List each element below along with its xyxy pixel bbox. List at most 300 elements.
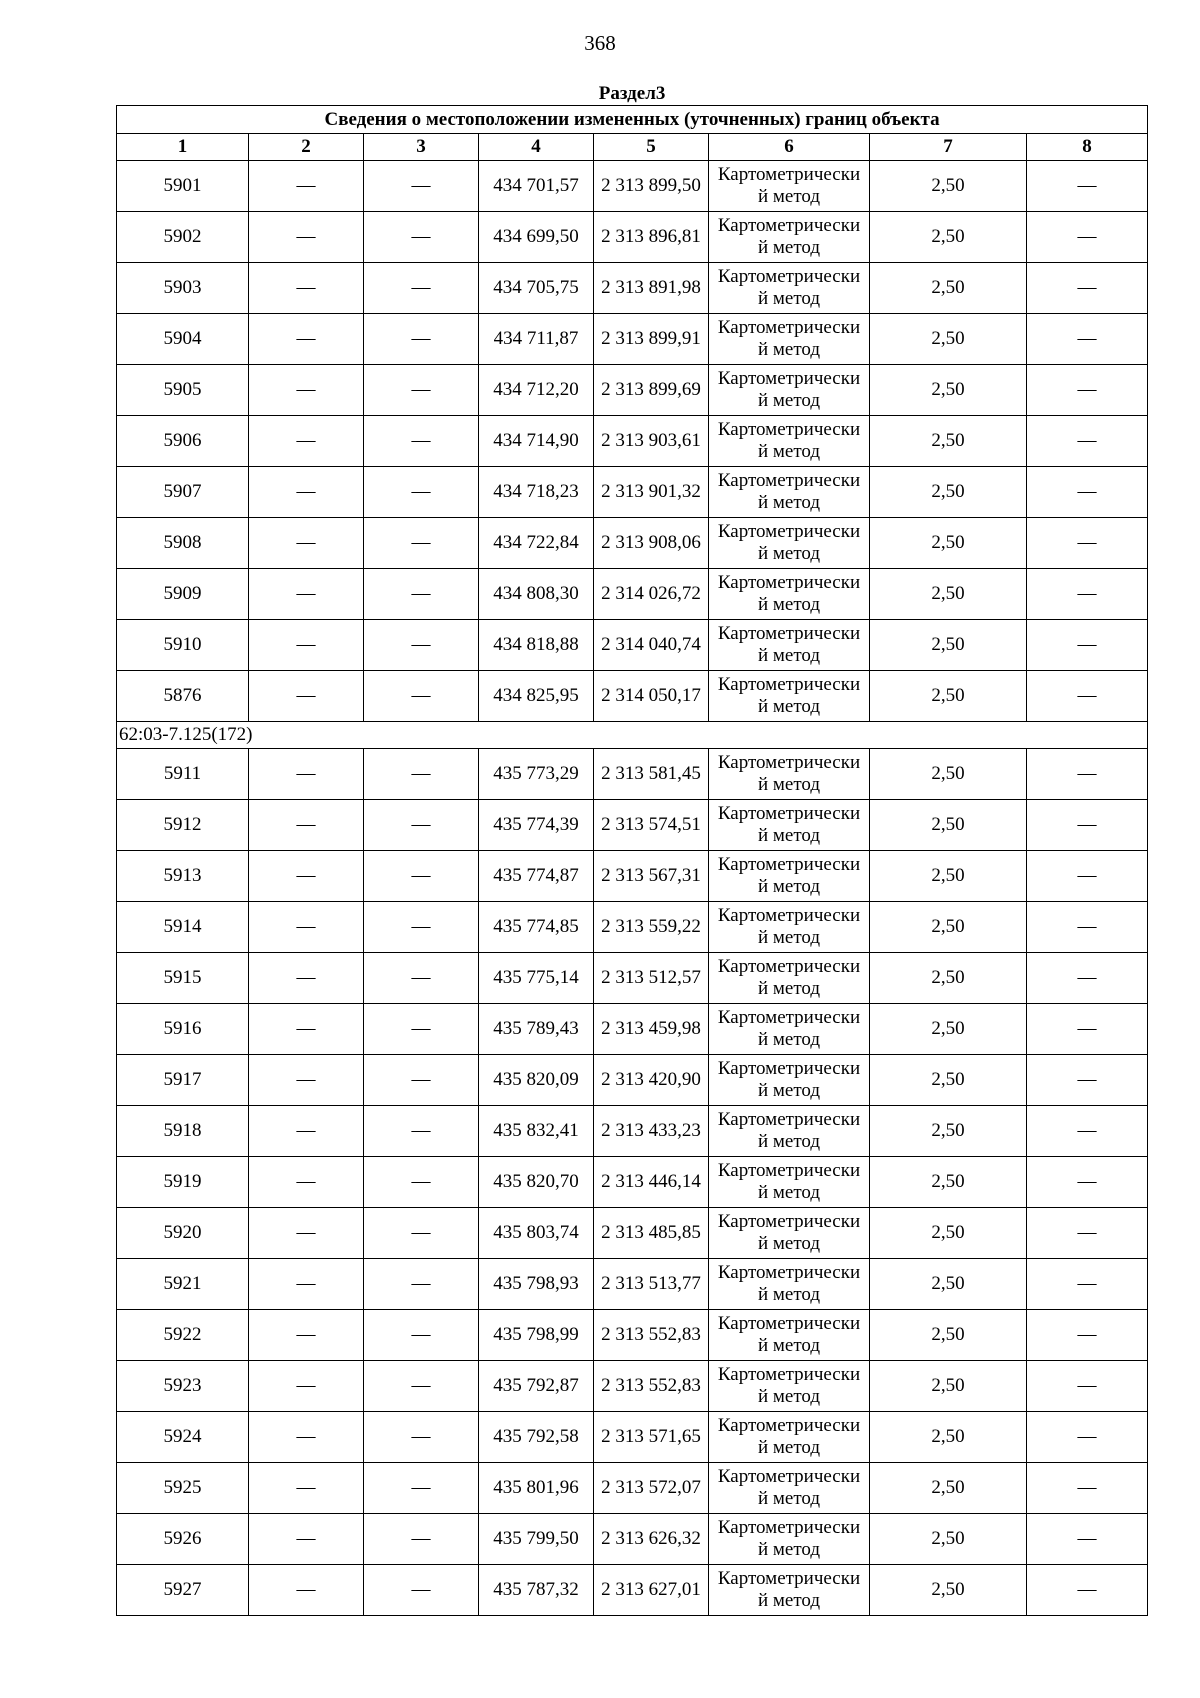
coordinate-y: 2 313 627,01 [594, 1565, 709, 1616]
method-text-line2: й метод [757, 1386, 821, 1407]
method-text-line2: й метод [757, 825, 821, 846]
method-text-line1: Картометрически [717, 1160, 861, 1181]
method-text-line2: й метод [757, 594, 821, 615]
method-text-line1: Картометрически [717, 854, 861, 875]
point-number: 5922 [117, 1310, 249, 1361]
empty-cell: — [1027, 365, 1148, 416]
table-row [117, 416, 1148, 467]
empty-cell: — [1027, 518, 1148, 569]
method-cell [709, 1157, 870, 1208]
method-text-line1: Картометрически [717, 623, 861, 644]
method-cell [709, 314, 870, 365]
precision-value: 2,50 [870, 1412, 1027, 1463]
method-cell [709, 1106, 870, 1157]
table-caption-row [117, 106, 1148, 134]
coordinate-y: 2 314 026,72 [594, 569, 709, 620]
empty-cell: — [1027, 620, 1148, 671]
empty-cell: — [249, 1412, 364, 1463]
empty-cell: — [364, 1106, 479, 1157]
point-number: 5926 [117, 1514, 249, 1565]
empty-cell: — [249, 851, 364, 902]
empty-cell: — [1027, 749, 1148, 800]
precision-value: 2,50 [870, 749, 1027, 800]
point-number: 5915 [117, 953, 249, 1004]
method-text-line2: й метод [757, 927, 821, 948]
column-number: 2 [249, 134, 364, 161]
method-text-line1: Картометрически [717, 905, 861, 926]
coordinate-y: 2 313 581,45 [594, 749, 709, 800]
precision-value: 2,50 [870, 1208, 1027, 1259]
method-text-line1: Картометрически [717, 215, 861, 236]
method-cell [709, 1361, 870, 1412]
method-text-line1: Картометрически [717, 1211, 861, 1232]
empty-cell: — [249, 1310, 364, 1361]
section-title: Раздел3 [598, 83, 666, 104]
empty-cell: — [364, 1412, 479, 1463]
empty-cell: — [1027, 314, 1148, 365]
method-cell [709, 569, 870, 620]
method-cell [709, 953, 870, 1004]
coordinate-x: 434 808,30 [479, 569, 594, 620]
table-row [117, 1004, 1148, 1055]
method-text-line1: Картометрически [717, 752, 861, 773]
coordinate-x: 435 799,50 [479, 1514, 594, 1565]
method-cell [709, 212, 870, 263]
coordinate-y: 2 313 572,07 [594, 1463, 709, 1514]
group-label-row [117, 722, 1148, 749]
method-cell [709, 1055, 870, 1106]
empty-cell: — [364, 263, 479, 314]
method-text-line2: й метод [757, 1029, 821, 1050]
precision-value: 2,50 [870, 161, 1027, 212]
empty-cell: — [249, 518, 364, 569]
empty-cell: — [249, 263, 364, 314]
coordinate-y: 2 313 903,61 [594, 416, 709, 467]
table-row [117, 365, 1148, 416]
empty-cell: — [1027, 1004, 1148, 1055]
table-row [117, 161, 1148, 212]
method-text-line1: Картометрически [717, 368, 861, 389]
coordinate-y: 2 313 559,22 [594, 902, 709, 953]
coordinate-y: 2 313 446,14 [594, 1157, 709, 1208]
table-row [117, 1412, 1148, 1463]
method-text-line2: й метод [757, 1233, 821, 1254]
empty-cell: — [249, 1565, 364, 1616]
point-number: 5916 [117, 1004, 249, 1055]
method-text-line2: й метод [757, 978, 821, 999]
method-text-line1: Картометрически [717, 419, 861, 440]
coordinate-y: 2 313 899,69 [594, 365, 709, 416]
point-number: 5919 [117, 1157, 249, 1208]
point-number: 5923 [117, 1361, 249, 1412]
method-text-line1: Картометрически [717, 1262, 861, 1283]
table-row [117, 314, 1148, 365]
method-text-line1: Картометрически [717, 956, 861, 977]
method-text-line1: Картометрически [717, 572, 861, 593]
page-number: 368 [584, 31, 616, 55]
coordinate-y: 2 313 908,06 [594, 518, 709, 569]
table-row [117, 671, 1148, 722]
precision-value: 2,50 [870, 1514, 1027, 1565]
precision-value: 2,50 [870, 263, 1027, 314]
method-text-line2: й метод [757, 1488, 821, 1509]
precision-value: 2,50 [870, 1463, 1027, 1514]
empty-cell: — [249, 620, 364, 671]
point-number: 5904 [117, 314, 249, 365]
precision-value: 2,50 [870, 1106, 1027, 1157]
precision-value: 2,50 [870, 1157, 1027, 1208]
empty-cell: — [1027, 161, 1148, 212]
method-text-line2: й метод [757, 339, 821, 360]
coordinate-x: 435 774,87 [479, 851, 594, 902]
empty-cell: — [1027, 800, 1148, 851]
method-cell [709, 365, 870, 416]
empty-cell: — [1027, 1463, 1148, 1514]
empty-cell: — [364, 416, 479, 467]
empty-cell: — [1027, 569, 1148, 620]
point-number: 5901 [117, 161, 249, 212]
coordinate-y: 2 314 050,17 [594, 671, 709, 722]
precision-value: 2,50 [870, 953, 1027, 1004]
method-text-line1: Картометрически [717, 1058, 861, 1079]
empty-cell: — [1027, 1259, 1148, 1310]
method-cell [709, 1208, 870, 1259]
column-number: 7 [870, 134, 1027, 161]
point-number: 5876 [117, 671, 249, 722]
empty-cell: — [1027, 1208, 1148, 1259]
coordinate-y: 2 313 513,77 [594, 1259, 709, 1310]
empty-cell: — [364, 1259, 479, 1310]
table-body [117, 80, 1148, 1616]
coordinate-x: 435 798,99 [479, 1310, 594, 1361]
empty-cell: — [364, 365, 479, 416]
empty-cell: — [249, 1157, 364, 1208]
empty-cell: — [249, 1055, 364, 1106]
coordinate-y: 2 313 901,32 [594, 467, 709, 518]
coordinate-y: 2 314 040,74 [594, 620, 709, 671]
coordinate-y: 2 313 485,85 [594, 1208, 709, 1259]
precision-value: 2,50 [870, 671, 1027, 722]
method-text-line2: й метод [757, 1590, 821, 1611]
method-text-line2: й метод [757, 1539, 821, 1560]
empty-cell: — [1027, 1514, 1148, 1565]
point-number: 5912 [117, 800, 249, 851]
point-number: 5913 [117, 851, 249, 902]
method-cell [709, 1514, 870, 1565]
empty-cell: — [249, 800, 364, 851]
column-number: 6 [709, 134, 870, 161]
table-row [117, 212, 1148, 263]
table-row [117, 518, 1148, 569]
empty-cell: — [249, 1361, 364, 1412]
coordinate-x: 435 787,32 [479, 1565, 594, 1616]
precision-value: 2,50 [870, 1310, 1027, 1361]
table-row [117, 263, 1148, 314]
empty-cell: — [1027, 851, 1148, 902]
coordinate-x: 435 789,43 [479, 1004, 594, 1055]
cadastral-group-label: 62:03-7.125(172) [117, 722, 1148, 749]
empty-cell: — [1027, 1106, 1148, 1157]
method-text-line1: Картометрически [717, 674, 861, 695]
table-row [117, 569, 1148, 620]
empty-cell: — [1027, 902, 1148, 953]
precision-value: 2,50 [870, 416, 1027, 467]
point-number: 5902 [117, 212, 249, 263]
method-cell [709, 902, 870, 953]
method-text-line1: Картометрически [717, 266, 861, 287]
empty-cell: — [364, 161, 479, 212]
table-row [117, 1463, 1148, 1514]
coordinate-x: 434 711,87 [479, 314, 594, 365]
precision-value: 2,50 [870, 314, 1027, 365]
method-text-line2: й метод [757, 1284, 821, 1305]
coordinate-x: 435 774,85 [479, 902, 594, 953]
coordinate-x: 434 701,57 [479, 161, 594, 212]
empty-cell: — [364, 314, 479, 365]
table-row [117, 1514, 1148, 1565]
coordinate-y: 2 313 896,81 [594, 212, 709, 263]
precision-value: 2,50 [870, 851, 1027, 902]
point-number: 5907 [117, 467, 249, 518]
method-cell [709, 620, 870, 671]
empty-cell: — [249, 1463, 364, 1514]
coordinate-x: 435 792,58 [479, 1412, 594, 1463]
empty-cell: — [249, 416, 364, 467]
method-text-line2: й метод [757, 237, 821, 258]
method-text-line2: й метод [757, 1182, 821, 1203]
column-number: 5 [594, 134, 709, 161]
method-cell [709, 1004, 870, 1055]
method-text-line1: Картометрически [717, 1364, 861, 1385]
empty-cell: — [1027, 212, 1148, 263]
method-text-line1: Картометрически [717, 470, 861, 491]
precision-value: 2,50 [870, 365, 1027, 416]
coordinate-y: 2 313 552,83 [594, 1361, 709, 1412]
table-row [117, 800, 1148, 851]
empty-cell: — [364, 518, 479, 569]
method-cell [709, 263, 870, 314]
coordinate-y: 2 313 899,91 [594, 314, 709, 365]
precision-value: 2,50 [870, 518, 1027, 569]
method-text-line1: Картометрически [717, 803, 861, 824]
coordinate-y: 2 313 459,98 [594, 1004, 709, 1055]
table-row [117, 1565, 1148, 1616]
coordinate-x: 434 825,95 [479, 671, 594, 722]
empty-cell: — [249, 161, 364, 212]
column-number: 4 [479, 134, 594, 161]
table-row [117, 1310, 1148, 1361]
empty-cell: — [364, 1004, 479, 1055]
method-text-line2: й метод [757, 1131, 821, 1152]
method-text-line2: й метод [757, 774, 821, 795]
empty-cell: — [364, 1514, 479, 1565]
method-text-line2: й метод [757, 390, 821, 411]
precision-value: 2,50 [870, 800, 1027, 851]
method-cell [709, 1259, 870, 1310]
precision-value: 2,50 [870, 1055, 1027, 1106]
table-caption: Сведения о местоположении измененных (уточненных) границ объекта [117, 106, 1148, 134]
method-text-line1: Картометрически [717, 1415, 861, 1436]
method-cell [709, 1310, 870, 1361]
point-number: 5903 [117, 263, 249, 314]
empty-cell: — [364, 749, 479, 800]
method-cell [709, 1463, 870, 1514]
empty-cell: — [249, 671, 364, 722]
empty-cell: — [1027, 953, 1148, 1004]
point-number: 5908 [117, 518, 249, 569]
method-text-line1: Картометрически [717, 1517, 861, 1538]
precision-value: 2,50 [870, 902, 1027, 953]
column-number-row [117, 134, 1148, 161]
method-text-line1: Картометрически [717, 1109, 861, 1130]
empty-cell: — [249, 1514, 364, 1565]
empty-cell: — [249, 569, 364, 620]
coordinate-y: 2 313 433,23 [594, 1106, 709, 1157]
table-row [117, 620, 1148, 671]
coordinate-y: 2 313 574,51 [594, 800, 709, 851]
empty-cell: — [1027, 263, 1148, 314]
table-row [117, 749, 1148, 800]
method-text-line1: Картометрически [717, 317, 861, 338]
method-text-line2: й метод [757, 186, 821, 207]
empty-cell: — [364, 851, 479, 902]
method-text-line2: й метод [757, 1335, 821, 1356]
table-row [117, 851, 1148, 902]
empty-cell: — [1027, 1412, 1148, 1463]
method-cell [709, 467, 870, 518]
method-text-line2: й метод [757, 876, 821, 897]
column-number: 3 [364, 134, 479, 161]
method-text-line1: Картометрически [717, 164, 861, 185]
coordinate-y: 2 313 899,50 [594, 161, 709, 212]
empty-cell: — [249, 749, 364, 800]
empty-cell: — [364, 1463, 479, 1514]
empty-cell: — [1027, 1055, 1148, 1106]
method-cell [709, 161, 870, 212]
table-row [117, 902, 1148, 953]
method-cell [709, 851, 870, 902]
coordinate-x: 435 820,09 [479, 1055, 594, 1106]
column-number: 1 [117, 134, 249, 161]
empty-cell: — [364, 212, 479, 263]
coordinate-x: 435 832,41 [479, 1106, 594, 1157]
empty-cell: — [364, 671, 479, 722]
point-number: 5918 [117, 1106, 249, 1157]
table-row [117, 1208, 1148, 1259]
table-row [117, 1361, 1148, 1412]
empty-cell: — [249, 314, 364, 365]
method-text-line1: Картометрически [717, 1568, 861, 1589]
point-number: 5925 [117, 1463, 249, 1514]
method-cell [709, 518, 870, 569]
coordinate-y: 2 313 571,65 [594, 1412, 709, 1463]
method-text-line2: й метод [757, 1080, 821, 1101]
method-cell [709, 1565, 870, 1616]
method-text-line2: й метод [757, 288, 821, 309]
point-number: 5914 [117, 902, 249, 953]
table-row [117, 1106, 1148, 1157]
method-text-line1: Картометрически [717, 521, 861, 542]
method-text-line2: й метод [757, 1437, 821, 1458]
empty-cell: — [364, 1055, 479, 1106]
empty-cell: — [364, 1310, 479, 1361]
empty-cell: — [364, 569, 479, 620]
method-cell [709, 749, 870, 800]
table-row [117, 953, 1148, 1004]
method-text-line2: й метод [757, 441, 821, 462]
empty-cell: — [249, 1004, 364, 1055]
method-text-line2: й метод [757, 645, 821, 666]
precision-value: 2,50 [870, 1361, 1027, 1412]
empty-cell: — [364, 1157, 479, 1208]
empty-cell: — [364, 953, 479, 1004]
method-cell [709, 800, 870, 851]
empty-cell: — [1027, 1361, 1148, 1412]
coordinate-x: 435 792,87 [479, 1361, 594, 1412]
coordinate-x: 435 773,29 [479, 749, 594, 800]
empty-cell: — [1027, 1565, 1148, 1616]
coordinate-y: 2 313 512,57 [594, 953, 709, 1004]
coordinate-x: 434 699,50 [479, 212, 594, 263]
coordinate-x: 435 798,93 [479, 1259, 594, 1310]
method-text-line1: Картометрически [717, 1313, 861, 1334]
coordinate-y: 2 313 420,90 [594, 1055, 709, 1106]
empty-cell: — [364, 902, 479, 953]
empty-cell: — [364, 1361, 479, 1412]
coordinate-x: 434 718,23 [479, 467, 594, 518]
coordinate-y: 2 313 567,31 [594, 851, 709, 902]
empty-cell: — [249, 365, 364, 416]
section-title-row [117, 80, 1148, 106]
precision-value: 2,50 [870, 569, 1027, 620]
coordinate-y: 2 313 626,32 [594, 1514, 709, 1565]
method-cell [709, 416, 870, 467]
point-number: 5924 [117, 1412, 249, 1463]
point-number: 5906 [117, 416, 249, 467]
precision-value: 2,50 [870, 212, 1027, 263]
empty-cell: — [1027, 416, 1148, 467]
precision-value: 2,50 [870, 620, 1027, 671]
coordinate-x: 434 818,88 [479, 620, 594, 671]
empty-cell: — [1027, 1157, 1148, 1208]
coordinate-x: 435 820,70 [479, 1157, 594, 1208]
empty-cell: — [364, 620, 479, 671]
method-cell [709, 1412, 870, 1463]
coordinate-x: 434 712,20 [479, 365, 594, 416]
method-text-line2: й метод [757, 543, 821, 564]
point-number: 5911 [117, 749, 249, 800]
method-text-line2: й метод [757, 696, 821, 717]
empty-cell: — [249, 1259, 364, 1310]
empty-cell: — [364, 800, 479, 851]
empty-cell: — [1027, 1310, 1148, 1361]
empty-cell: — [249, 1208, 364, 1259]
coordinate-x: 435 803,74 [479, 1208, 594, 1259]
precision-value: 2,50 [870, 467, 1027, 518]
precision-value: 2,50 [870, 1565, 1027, 1616]
coordinate-y: 2 313 552,83 [594, 1310, 709, 1361]
table-row [117, 1259, 1148, 1310]
empty-cell: — [1027, 467, 1148, 518]
point-number: 5920 [117, 1208, 249, 1259]
empty-cell: — [249, 1106, 364, 1157]
precision-value: 2,50 [870, 1259, 1027, 1310]
empty-cell: — [364, 467, 479, 518]
coordinate-x: 434 722,84 [479, 518, 594, 569]
empty-cell: — [249, 212, 364, 263]
empty-cell: — [364, 1565, 479, 1616]
empty-cell: — [364, 1208, 479, 1259]
